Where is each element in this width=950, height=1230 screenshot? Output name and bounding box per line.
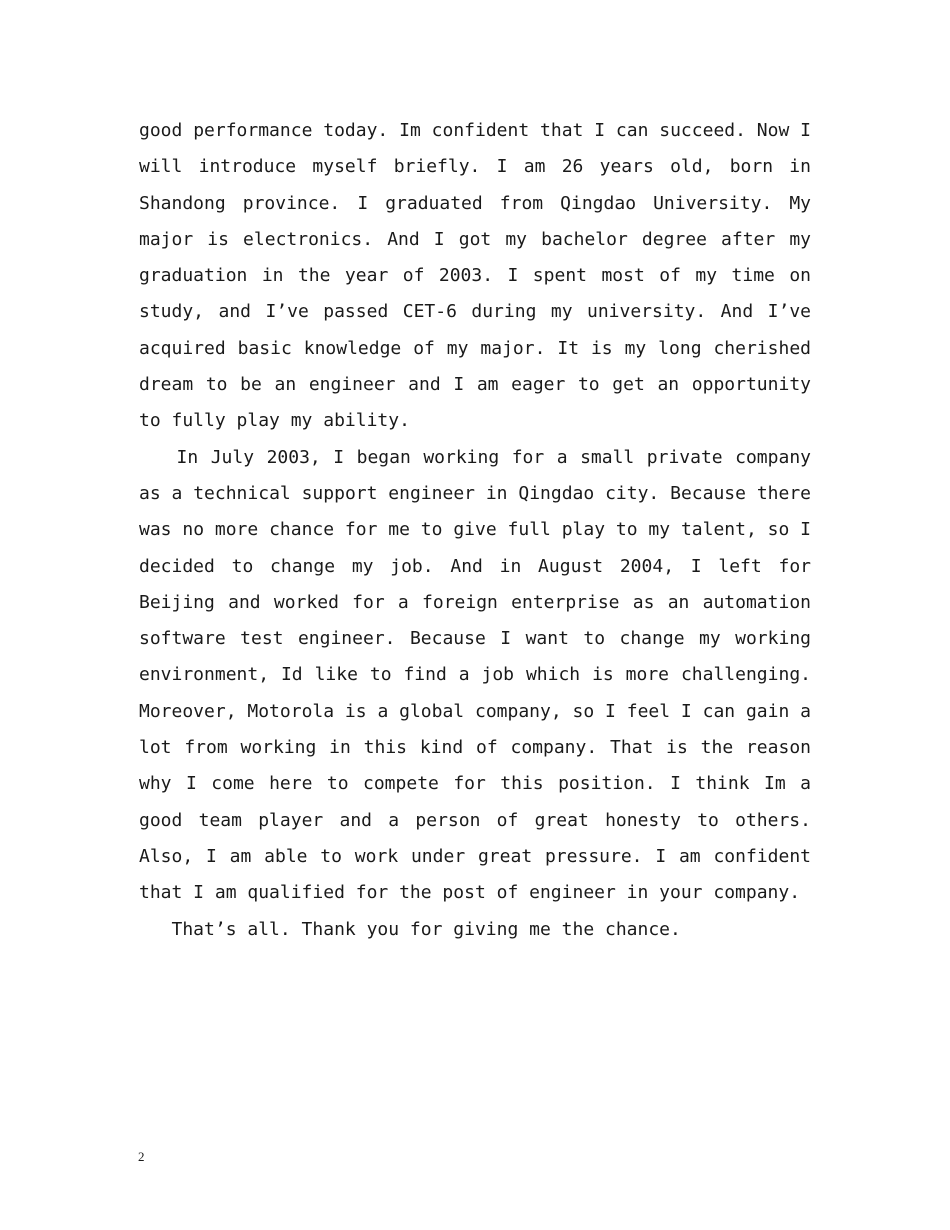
text-line: Beijing and worked for a foreign enterprise as an automation xyxy=(139,591,811,613)
paragraph-experience xyxy=(139,440,811,912)
text-line: decided to change my job. And in August 2004, I left for xyxy=(139,555,811,577)
text-line: that I am qualified for the post of engineer in your company. xyxy=(139,882,801,904)
text-line: Moreover, Motorola is a global company, so I feel I can gain a xyxy=(139,700,811,722)
text-line: study, and I’ve passed CET-6 during my university. And I’ve xyxy=(139,301,811,323)
text-line: major is electronics. And I got my bachelor degree after my xyxy=(139,228,811,250)
paragraph-intro xyxy=(139,113,811,440)
body-text xyxy=(139,113,811,948)
text-line: as a technical support engineer in Qingdao city. Because there xyxy=(139,482,811,504)
text-line: graduation in the year of 2003. I spent most of my time on xyxy=(139,265,811,287)
text-line: software test engineer. Because I want to change my working xyxy=(139,628,811,650)
text-line: lot from working in this kind of company. That is the reason xyxy=(139,737,811,759)
text-line: acquired basic knowledge of my major. It is my long cherished xyxy=(139,337,811,359)
text-line: Shandong province. I graduated from Qingdao University. My xyxy=(139,192,811,214)
text-line: environment, Id like to find a job which is more challenging. xyxy=(139,664,811,686)
text-line: Also, I am able to work under great pressure. I am confident xyxy=(139,845,811,867)
text-line: was no more chance for me to give full play to my talent, so I xyxy=(139,519,811,541)
text-line: dream to be an engineer and I am eager to get an opportunity xyxy=(139,374,811,396)
text-line: to fully play my ability. xyxy=(139,410,410,432)
text-line: good team player and a person of great honesty to others. xyxy=(139,809,811,831)
page-number: 2 xyxy=(138,1149,145,1164)
text-line: why I come here to compete for this position. I think Im a xyxy=(139,773,811,795)
text-line: good performance today. Im confident that I can succeed. Now I xyxy=(139,120,811,141)
text-line: In July 2003, I began working for a small private company xyxy=(139,446,811,468)
text-line: will introduce myself briefly. I am 26 years old, born in xyxy=(139,156,811,178)
paragraph-closing xyxy=(139,912,811,948)
text-line: That’s all. Thank you for giving me the chance. xyxy=(139,918,681,940)
